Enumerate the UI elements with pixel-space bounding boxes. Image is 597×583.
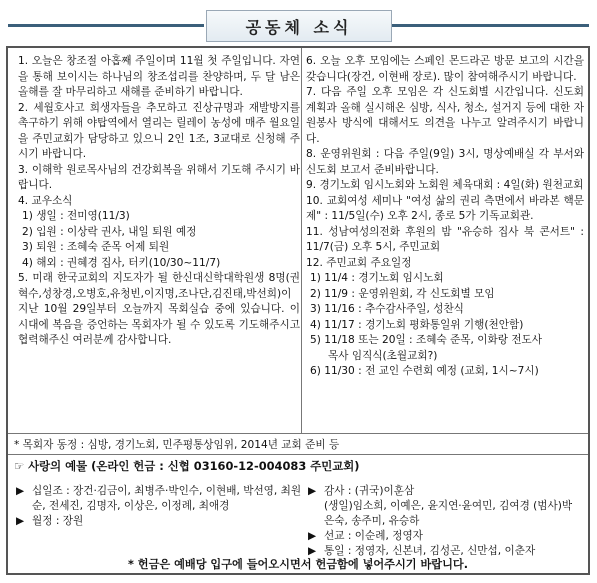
schedule-item-6: 6) 11/30 : 전 교인 수련회 예정 (교회, 1시~7시): [310, 365, 539, 377]
news-item-7: 7. 다음 주일 오후 모임은 각 신도회별 시간입니다. 신도회 계획과 올해 실시해온 심방, 식사, 청소, 설거지 등에 대한 자원봉사 방식에 대해서도 의견을 나누고 알려주시기 바랍니다.: [306, 86, 584, 145]
title-box: [206, 10, 392, 42]
thanks-offering: 감사 : (귀국)이훈삼: [324, 485, 415, 497]
member-news-hospital: 2) 입원 : 이상락 권사, 내일 퇴원 예정: [22, 225, 197, 238]
news-item-11: 11. 성남여성의전화 후원의 밤 "유승하 집사 북 콘서트" : 11/7(금) 오후 5시, 주민교회: [306, 225, 584, 253]
right-column: [306, 54, 584, 380]
left-column: [18, 54, 300, 349]
offering-bullet-spacer: [308, 499, 324, 529]
offering-row: [308, 529, 582, 544]
offering-row: [308, 484, 582, 499]
pastor-schedule-note: * 목회자 동정 : 심방, 경기노회, 민주평통상임위, 2014년 교회 준비 등: [14, 439, 340, 451]
offering-footer-note: * 헌금은 예배당 입구에 들어오시면서 헌금함에 넣어주시기 바랍니다.: [128, 558, 468, 571]
news-item-9: 9. 경기노회 임시노회와 노회원 체육대회 : 4일(화) 원천교회: [306, 179, 584, 191]
schedule-item-5: 5) 11/18 또는 20일 : 조혜숙 준목, 이화랑 전도사: [310, 334, 543, 346]
news-item-8: 8. 운영위원회 : 다음 주일(9일) 3시, 명상예배실 각 부서와 신도회 보고서 준비바랍니다.: [306, 148, 584, 176]
schedule-item-3: 3) 11/16 : 추수감사주일, 성찬식: [310, 303, 464, 315]
arrow-bullet-icon: ▶: [308, 545, 317, 557]
news-item-6: 6. 오늘 오후 모임에는 스페인 몬드라곤 방문 보고의 시간을 갖습니다(장건, 이현배 장로). 많이 참여해주시기 바랍니다.: [306, 55, 584, 83]
offering-right: [308, 484, 582, 559]
news-item-1: 1. 오늘은 창조절 아홉째 주일이며 11월 첫 주일입니다. 자연을 통해 보이시는 하나님의 창조섭리를 찬양하며, 두 달 남은 올해를 잘 마무리하고 새해를 준비하기 바랍니다.: [18, 55, 300, 98]
title-bar: [0, 10, 597, 40]
unification-offering: 통일 : 정영자, 신본녀, 김성곤, 신만섭, 이춘자: [324, 545, 536, 557]
thanks-offering-detail: (생일)임소희, 이예은, 윤지연·윤여민, 김여경 (범사)박은숙, 송주미, 유승하: [324, 500, 573, 527]
news-item-12: 12. 주민교회 주요일정: [306, 256, 412, 269]
arrow-bullet-icon: ▶: [308, 485, 317, 497]
monthly-offering: 월정 : 장원: [32, 515, 84, 527]
news-item-4: 4. 교우소식: [18, 194, 73, 207]
news-item-3: 3. 이해학 원로목사님의 건강회복을 위해서 기도해 주시기 바랍니다.: [18, 163, 300, 191]
news-item-5: 5. 미래 한국교회의 지도자가 될 한신대신학대학원생 8명(권혁수,성창경,오병호,유청빈,이지명,조나단,김진태,박선희)이 지난 10월 29일부터 오늘까지 목회실습 중에 있습니다. 이 시대에 복음을 증언하는 목회자가 될 수 있도록 기도해주시고 협력해주신 여러분께 감사합니다.: [18, 272, 300, 346]
schedule-item-1: 1) 11/4 : 경기노회 임시노회: [310, 272, 444, 284]
page-title: 공동체 소식: [245, 17, 353, 37]
news-frame: [6, 46, 590, 575]
schedule-item-5-cont: 목사 임직식(초월교회?): [328, 349, 438, 362]
offering-row: [16, 484, 308, 514]
column-divider: [301, 48, 302, 433]
schedule-item-2: 2) 11/9 : 운영위원회, 각 신도회별 모임: [310, 287, 495, 300]
tithe-offering: 십일조 : 장건·김금이, 최병주·박인수, 이현배, 박선영, 최원순, 전세진, 김명자, 이상은, 이정례, 최애경: [32, 485, 302, 512]
title-rule-right: [392, 24, 589, 27]
member-news-abroad: 4) 해외 : 권혜경 집사, 터키(10/30~11/7): [22, 256, 221, 269]
offering-row: [16, 514, 308, 529]
arrow-bullet-icon: ▶: [308, 530, 317, 542]
offering-header: ☞ 사랑의 예물 (온라인 헌금 : 신협 03160-12-004083 주민교회): [14, 459, 360, 473]
news-item-10: 10. 교회여성 세미나 "여성 삶의 권리 측면에서 바라본 핵문제" : 11/5일(수) 오후 2시, 종로 5가 기독교회관.: [306, 194, 584, 222]
member-news-discharge: 3) 퇴원 : 조혜숙 준목 어제 퇴원: [22, 241, 170, 253]
title-rule-left: [8, 24, 204, 27]
offering-row: [308, 499, 582, 529]
section-divider: [8, 454, 588, 455]
member-news-birthday: 1) 생일 : 전미영(11/3): [22, 210, 130, 222]
news-columns: [8, 48, 588, 434]
schedule-item-4: 4) 11/17 : 경기노회 평화통일위 기행(천안함): [310, 318, 524, 331]
mission-offering: 선교 : 이순례, 정영자: [324, 530, 423, 542]
arrow-bullet-icon: ▶: [16, 485, 25, 497]
offering-left: [16, 484, 308, 529]
arrow-bullet-icon: ▶: [16, 515, 25, 527]
news-item-2: 2. 세월호사고 희생자들을 추모하고 진상규명과 재발방지를 촉구하기 위해 야탑역에서 열리는 릴레이 농성에 매주 월요일을 주민교회가 담당하고 있으니 2인 1조, 3교대로 신청해 주시기 바랍니다.: [18, 101, 300, 160]
